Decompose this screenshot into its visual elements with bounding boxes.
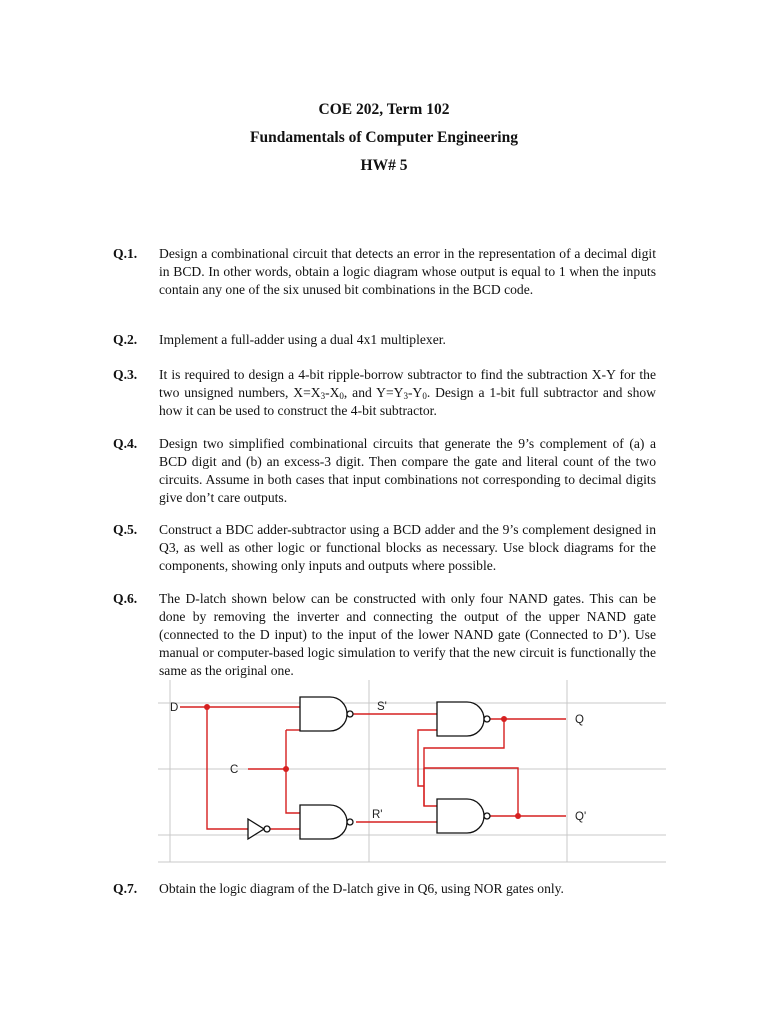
question-7 — [113, 880, 656, 898]
label-q: Q — [575, 714, 584, 726]
question-text: It is required to design a 4-bit ripple-borrow subtractor to find the subtraction X-Y for the two unsigned numbers, $X=X_3-X_0$, and $Y=Y_3-Y_0$. Design a 1-bit full subtractor and show how it can be used to construct the 4-bit subtractor. — [159, 367, 657, 418]
question-text: Implement a full-adder using a dual 4x1 multiplexer. — [159, 332, 446, 347]
course-code: COE 202, Term 102 — [318, 101, 450, 118]
nand-gate-upper-right — [437, 702, 484, 736]
label-d: D — [170, 702, 179, 714]
nand-bubble — [347, 819, 353, 825]
homework-number: HW# 5 — [360, 157, 408, 174]
nand-gate-upper-left — [300, 697, 347, 731]
label-c: C — [230, 764, 239, 776]
label-r: R' — [372, 809, 383, 821]
nand-bubble — [484, 716, 490, 722]
question-text: Obtain the logic diagram of the D-latch give in Q6, using NOR gates only. — [159, 881, 564, 896]
question-number: Q.3. — [113, 367, 138, 382]
question-number: Q.4. — [113, 436, 138, 451]
label-s: S' — [377, 701, 387, 713]
question-number: Q.2. — [113, 332, 138, 347]
inverter-bubble — [264, 826, 270, 832]
question-text: Design a combinational circuit that detects an error in the representation of a decimal digit in BCD. In other words, obtain a logic diagram whose output is equal to 1 when the inputs contain any one of the six unused bit combinations in the BCD code. — [159, 246, 656, 297]
question-number: Q.1. — [113, 246, 138, 261]
label-q-not: Q' — [575, 811, 587, 823]
nand-gate-lower-left — [300, 805, 347, 839]
inverter-gate — [248, 819, 264, 839]
question-text: Construct a BDC adder-subtractor using a BCD adder and the 9’s complement designed in Q3, as well as other logic or functional blocks as necessary. Use block diagrams for the components, showing only inputs and outputs where possible. — [159, 522, 656, 573]
question-text: Design two simplified combinational circuits that generate the 9’s complement of (a) a BCD digit and (b) an excess-3 digit. Then compare the gate and literal count of the two circuits. Assume in both cases that input combinations not corresponding to decimal digits give don’t care outputs. — [159, 436, 656, 505]
course-title: Fundamentals of Computer Engineering — [250, 129, 518, 146]
nand-bubble — [484, 813, 490, 819]
question-number: Q.7. — [113, 881, 138, 896]
question-text: The D-latch shown below can be constructed with only four NAND gates. This can be done by removing the inverter and connecting the output of the upper NAND gate (connected to the D input) to the input of the lower NAND gate (Connected to D’). Use manual or computer-based logic simulation to verify that the new circuit is functionally the same as the original one. — [159, 591, 656, 678]
question-number: Q.5. — [113, 522, 138, 537]
nand-gate-lower-right — [437, 799, 484, 833]
question-number: Q.6. — [113, 591, 138, 606]
nand-bubble — [347, 711, 353, 717]
